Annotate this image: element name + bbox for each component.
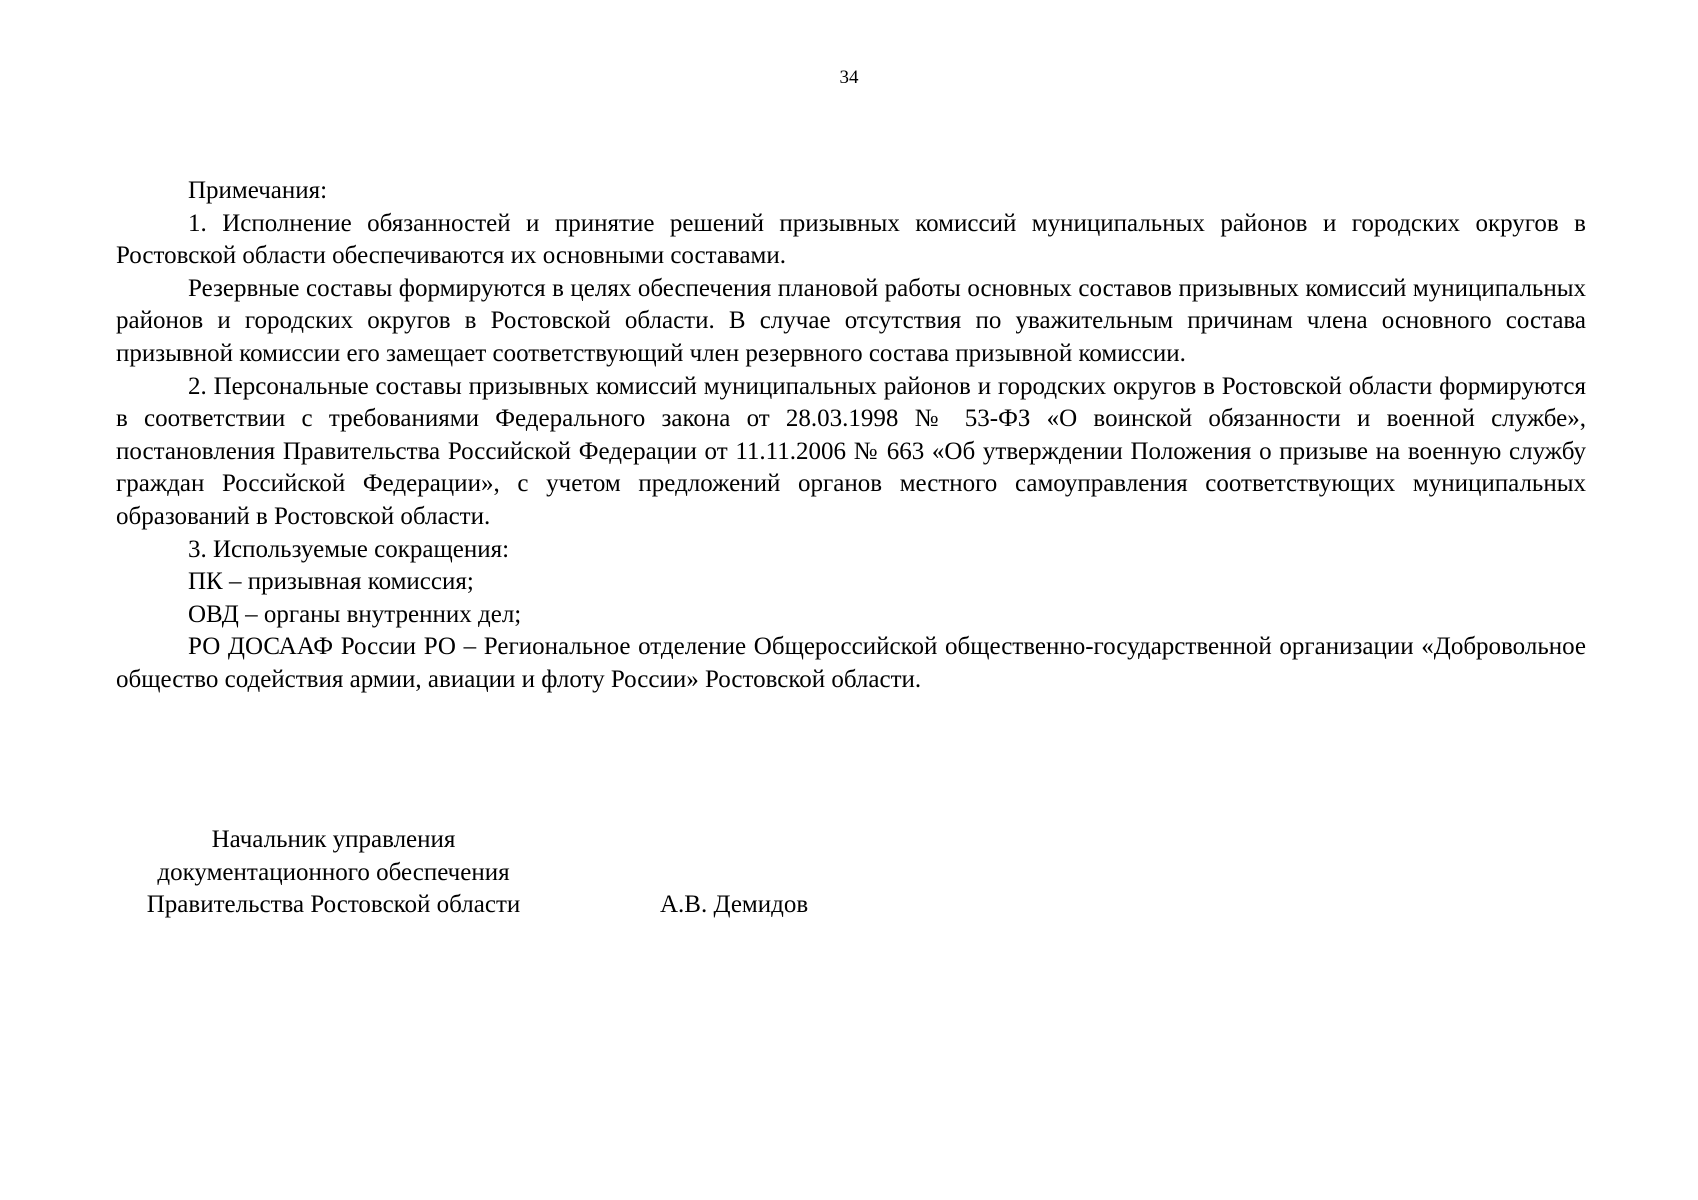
notes-heading: Примечания: [188, 177, 328, 204]
abbreviation-pk: ПК – призывная комиссия; [188, 568, 474, 596]
note-paragraph-1: 1. Исполнение обязанностей и принятие решений призывных комиссий муниципальных районов и городских округов в Ростовской области обеспечиваются их основными составами. [116, 209, 1586, 270]
signatory-name: А.В. Демидов [660, 891, 809, 918]
signatory-position-line: Правительства Ростовской области [146, 891, 521, 919]
notes-section [116, 175, 1586, 697]
note-paragraph-reserve: Резервные составы формируются в целях обеспечения плановой работы основных составов призывных комиссий муниципальных районов и городских округов в Ростовской области. В случае отсутствия по уважительным причинам члена основного состава призывной комиссии его замещает соответствующий член резервного состава призывной комиссии. [116, 274, 1586, 367]
abbreviation-dosaaf: РО ДОСААФ России РО – Региональное отделение Общероссийской общественно-государственной организации «Добровольное общество содействия армии, авиации и флоту России» Ростовской области. [116, 633, 1586, 693]
signature-block [116, 824, 1116, 934]
note-paragraph-3: 3. Используемые сокращения: [188, 535, 510, 563]
signatory-position-line: документационного обеспечения [157, 858, 510, 886]
abbreviation-ovd: ОВД – органы внутренних дел; [188, 600, 522, 628]
signatory-position-line: Начальник управления [211, 826, 456, 853]
page-number: 34 [839, 67, 859, 88]
note-paragraph-2: 2. Персональные составы призывных комиссий муниципальных районов и городских округов в Ростовской области формируются в соответствии с требованиями Федерального закона от 28.03.1998 № 53-ФЗ «О воинской обязанности и военной службе», постановления Правительства Российской Федерации от 11.11.2006 № 663 «Об утверждении Положения о призыве на военную службу граждан Российской Федерации», с учетом предложений органов местного самоуправления соответствующих муниципальных образований в Ростовской области. [116, 372, 1586, 530]
signatory-position [116, 824, 551, 922]
